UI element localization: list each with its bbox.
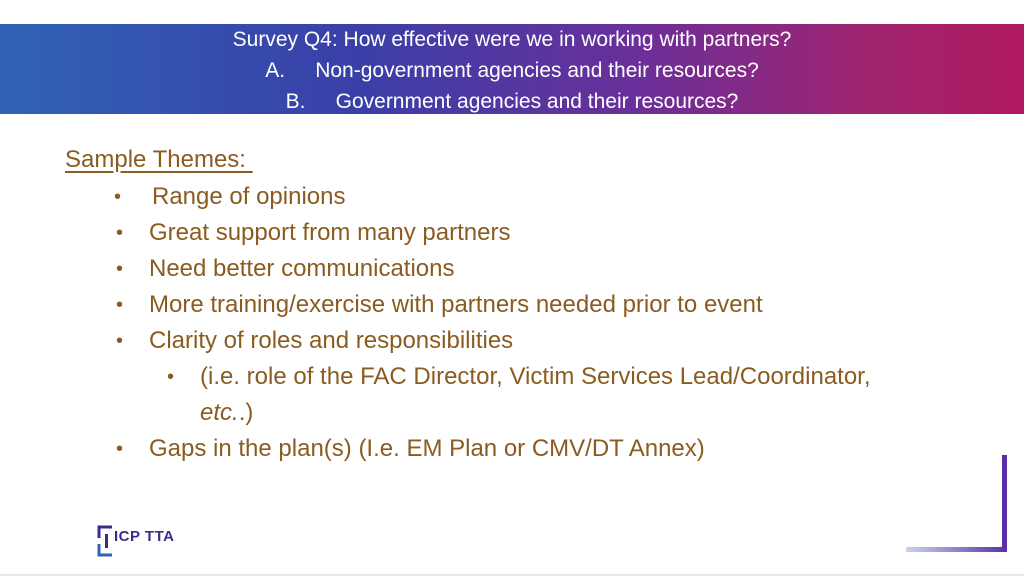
closing-paren: .) <box>238 399 254 426</box>
section-heading: Sample Themes: <box>65 146 253 173</box>
icp-tta-logo <box>96 524 186 560</box>
bullet-icon: • <box>116 222 124 244</box>
sub-list-item <box>167 363 871 391</box>
list-item <box>116 255 455 283</box>
list-item <box>116 435 705 463</box>
survey-question: Survey Q4: How effective were we in working with partners? <box>232 28 792 51</box>
corner-accent-vertical <box>1002 455 1007 552</box>
list-item <box>116 291 763 319</box>
list-item <box>116 327 514 355</box>
list-item <box>114 183 346 211</box>
logo-text: ICP TTA <box>114 528 175 545</box>
bullet-icon: • <box>167 366 175 388</box>
sub-list-item-continuation <box>200 399 253 427</box>
option-a <box>0 57 1024 85</box>
list-item-text: Clarity of roles and responsibilities <box>149 327 514 354</box>
option-a-text: Non-government agencies and their resources? <box>315 59 759 82</box>
bullet-icon: • <box>116 438 124 460</box>
list-item-text: More training/exercise with partners needed prior to event <box>149 291 763 318</box>
bullet-icon: • <box>114 186 122 208</box>
sub-list-item-text: (i.e. role of the FAC Director, Victim Services Lead/Coordinator, <box>200 363 871 390</box>
list-item <box>116 219 511 247</box>
list-item-text: Need better communications <box>149 255 455 282</box>
list-item-text: Gaps in the plan(s) (I.e. EM Plan or CMV/DT Annex) <box>149 435 705 462</box>
bullet-icon: • <box>116 294 124 316</box>
title-banner <box>0 24 1024 114</box>
list-item-text: Great support from many partners <box>149 219 511 246</box>
bullet-icon: • <box>116 258 124 280</box>
option-b-text: Government agencies and their resources? <box>335 90 739 113</box>
bullet-icon: • <box>116 330 124 352</box>
option-b <box>0 88 1024 116</box>
top-strip <box>0 0 1024 24</box>
option-b-label: B. <box>285 90 306 113</box>
option-a-label: A. <box>265 59 286 82</box>
slide-content <box>0 114 1024 554</box>
etc-text: etc. <box>200 399 239 426</box>
corner-accent-horizontal <box>906 547 1007 552</box>
list-item-text: Range of opinions <box>152 183 346 210</box>
logo-bracket-icon <box>96 524 116 558</box>
